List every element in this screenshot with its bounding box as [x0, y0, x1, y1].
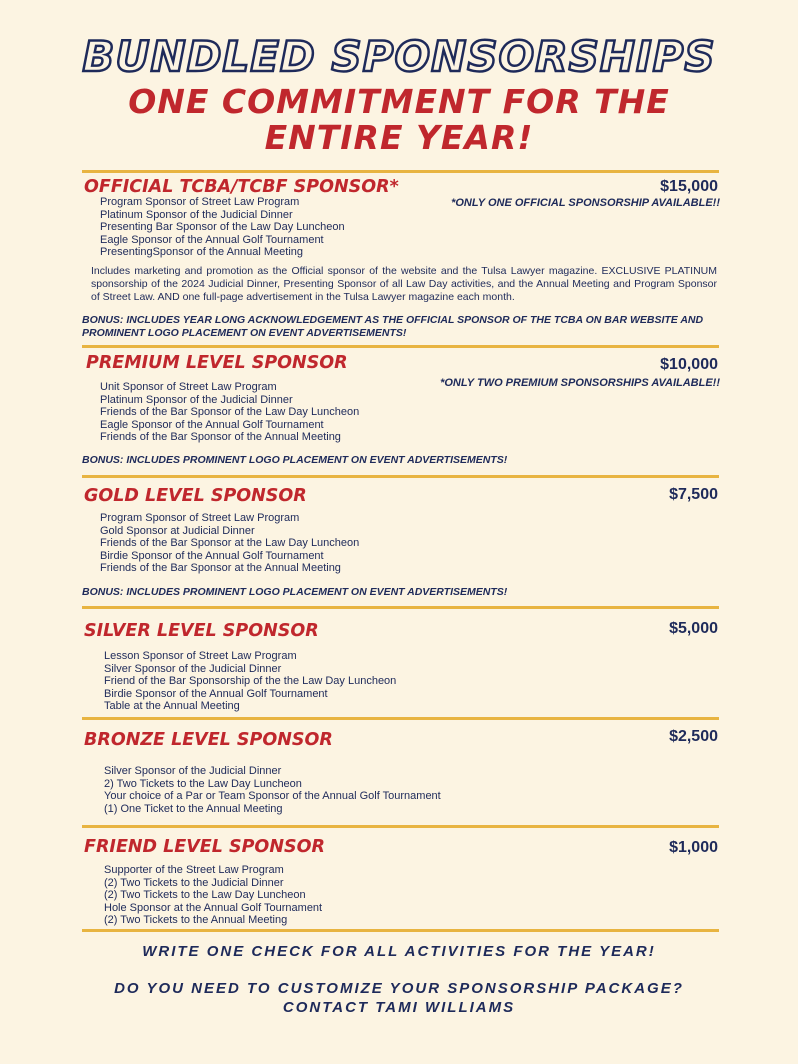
- list-item: Friend of the Bar Sponsorship of the the Law Day Luncheon: [104, 675, 397, 687]
- list-item: Friends of the Bar Sponsor of the Annual Meeting: [100, 431, 341, 443]
- silver-sponsor-title: SILVER LEVEL SPONSOR: [84, 621, 319, 641]
- list-item: Friends of the Bar Sponsor of the Law Day Luncheon: [100, 406, 360, 418]
- page-title: BUNDLED SPONSORSHIPS: [82, 32, 716, 81]
- official-sponsor-bonus: BONUS: INCLUDES YEAR LONG ACKNOWLEDGEMENT AS THE OFFICIAL SPONSOR OF THE TCBA ON BAR WEBSITE AND PROMINENT LOGO PLACEMENT ON EVENT ADVERTISEMENTS!: [82, 314, 704, 339]
- page-subtitle: [0, 84, 798, 156]
- friend-sponsor-title: FRIEND LEVEL SPONSOR: [84, 837, 325, 857]
- premium-sponsor-title: PREMIUM LEVEL SPONSOR: [86, 353, 348, 373]
- list-item: 2) Two Tickets to the Law Day Luncheon: [104, 777, 302, 790]
- divider: [82, 717, 719, 720]
- list-item: Presenting Bar Sponsor of the Law Day Luncheon: [100, 221, 345, 233]
- list-item: (2) Two Tickets to the Annual Meeting: [104, 914, 288, 926]
- list-item: Silver Sponsor of the Judicial Dinner: [104, 662, 282, 675]
- official-sponsor-benefits: [100, 196, 345, 259]
- list-item: Friends of the Bar Sponsor at the Law Day Luncheon: [100, 537, 360, 549]
- bronze-sponsor-title: BRONZE LEVEL SPONSOR: [84, 730, 333, 750]
- divider: [82, 345, 719, 348]
- list-item: Supporter of the Street Law Program: [104, 864, 284, 876]
- official-sponsor-description: Includes marketing and promotion as the Official sponsor of the website and the Tulsa Lawyer magazine. EXCLUSIVE PLATINUM sponsorship of the 2024 Judicial Dinner, Presenting Sponsor of all Law Day activities, and the Annual Meeting and Program Sponsor of Street Law. AND one full-page advertisement in the Tulsa Lawyer magazine each month.: [91, 265, 717, 303]
- friend-sponsor-benefits: [104, 864, 322, 927]
- list-item: PresentingSponsor of the Annual Meeting: [100, 246, 304, 258]
- list-item: Program Sponsor of Street Law Program: [100, 196, 300, 208]
- list-item: Gold Sponsor at Judicial Dinner: [100, 524, 255, 537]
- list-item: Table at the Annual Meeting: [104, 700, 240, 712]
- gold-sponsor-title: GOLD LEVEL SPONSOR: [84, 486, 307, 506]
- gold-sponsor-benefits: [100, 512, 359, 575]
- premium-sponsor-note: *ONLY TWO PREMIUM SPONSORSHIPS AVAILABLE!!: [440, 377, 720, 389]
- footer-line-2: DO YOU NEED TO CUSTOMIZE YOUR SPONSORSHIP PACKAGE?: [114, 980, 684, 997]
- official-sponsor-note: *ONLY ONE OFFICIAL SPONSORSHIP AVAILABLE!!: [451, 197, 720, 209]
- divider: [82, 825, 719, 828]
- list-item: (2) Two Tickets to the Judicial Dinner: [104, 876, 284, 889]
- footer-line-1: WRITE ONE CHECK FOR ALL ACTIVITIES FOR THE YEAR!: [142, 943, 656, 960]
- list-item: Birdie Sponsor of the Annual Golf Tournament: [100, 549, 324, 562]
- list-item: Birdie Sponsor of the Annual Golf Tournament: [104, 687, 328, 700]
- list-item: Friends of the Bar Sponsor at the Annual Meeting: [100, 562, 341, 574]
- list-item: Eagle Sponsor of the Annual Golf Tournament: [100, 233, 324, 246]
- gold-sponsor-bonus: BONUS: INCLUDES PROMINENT LOGO PLACEMENT ON EVENT ADVERTISEMENTS!: [82, 586, 508, 598]
- premium-sponsor-benefits: [100, 381, 359, 444]
- list-item: Program Sponsor of Street Law Program: [100, 512, 300, 524]
- list-item: Lesson Sponsor of Street Law Program: [104, 650, 297, 662]
- divider: [82, 929, 719, 932]
- official-sponsor-price: $15,000: [660, 178, 718, 195]
- list-item: (2) Two Tickets to the Law Day Luncheon: [104, 889, 306, 901]
- premium-sponsor-bonus: BONUS: INCLUDES PROMINENT LOGO PLACEMENT ON EVENT ADVERTISEMENTS!: [82, 454, 508, 466]
- list-item: Your choice of a Par or Team Sponsor of the Annual Golf Tournament: [104, 790, 441, 802]
- list-item: Eagle Sponsor of the Annual Golf Tournament: [100, 418, 324, 431]
- list-item: Silver Sponsor of the Judicial Dinner: [104, 765, 282, 777]
- list-item: Platinum Sponsor of the Judicial Dinner: [100, 208, 293, 221]
- divider: [82, 606, 719, 609]
- divider: [82, 475, 719, 478]
- list-item: Unit Sponsor of Street Law Program: [100, 381, 277, 393]
- list-item: Hole Sponsor at the Annual Golf Tournament: [104, 901, 323, 914]
- silver-sponsor-benefits: [104, 650, 396, 713]
- friend-sponsor-price: $1,000: [669, 839, 718, 856]
- gold-sponsor-price: $7,500: [669, 486, 718, 503]
- divider: [82, 170, 719, 173]
- bronze-sponsor-benefits: [104, 765, 441, 815]
- list-item: (1) One Ticket to the Annual Meeting: [104, 802, 283, 815]
- subtitle-line-1: ONE COMMITMENT FOR THE: [128, 82, 670, 121]
- list-item: Platinum Sponsor of the Judicial Dinner: [100, 393, 293, 406]
- premium-sponsor-price: $10,000: [660, 356, 718, 373]
- subtitle-line-2: ENTIRE YEAR!: [264, 118, 534, 157]
- bronze-sponsor-price: $2,500: [669, 728, 718, 745]
- silver-sponsor-price: $5,000: [669, 620, 718, 637]
- official-sponsor-title: OFFICIAL TCBA/TCBF SPONSOR*: [84, 177, 399, 197]
- footer-contact: CONTACT TAMI WILLIAMS: [282, 999, 516, 1016]
